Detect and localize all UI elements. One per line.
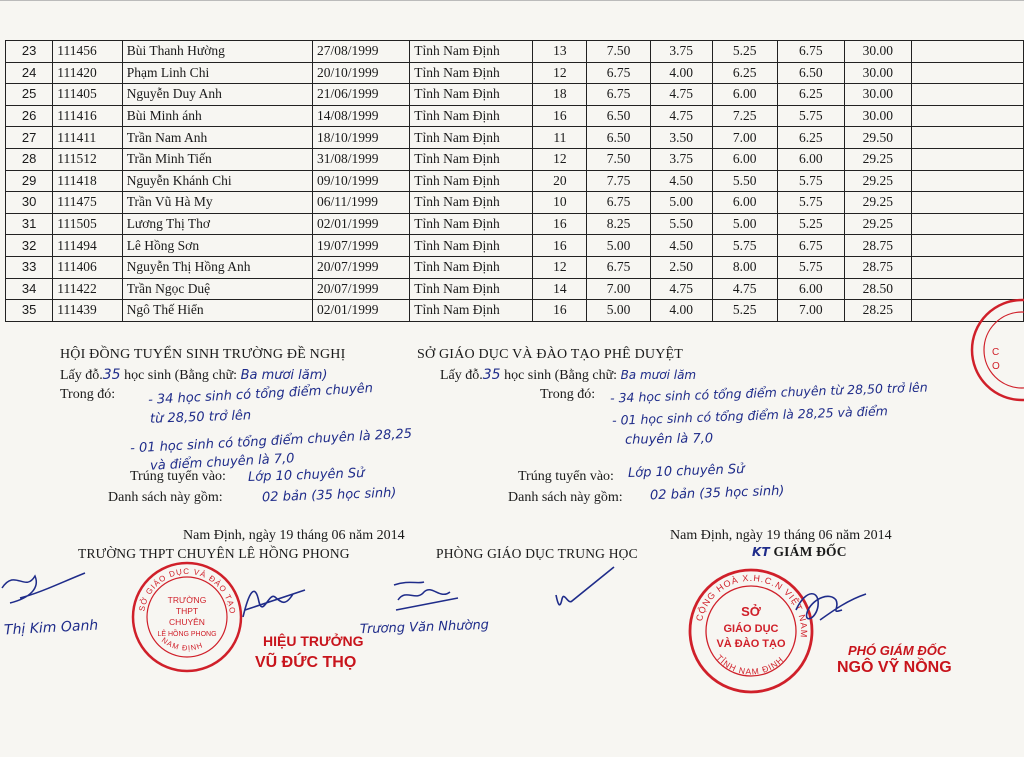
cell-sbd: 111420 [53, 62, 122, 84]
left-admit-value: Lớp 10 chuyên Sử [247, 465, 365, 486]
cell-s1: 6.50 [587, 127, 650, 149]
cell-s1: 8.25 [587, 213, 650, 235]
cell-total: 29.25 [844, 213, 911, 235]
cell-s4: 6.00 [777, 278, 844, 300]
cell-place: Tỉnh Nam Định [410, 41, 533, 63]
cell-name: Bùi Minh ánh [122, 105, 312, 127]
cell-name: Trần Minh Tiến [122, 148, 312, 170]
cell-s4: 5.25 [777, 213, 844, 235]
cell-stt: 31 [6, 213, 53, 235]
cell-s4: 6.75 [777, 41, 844, 63]
cell-s3: 5.50 [712, 170, 777, 192]
cell-room: 14 [533, 278, 587, 300]
dept-stamp-bottom: TỈNH NAM ĐỊNH [714, 652, 786, 677]
cell-s2: 4.00 [650, 62, 712, 84]
right-detail-line-2: - 01 học sinh có tổng điểm là 28,25 và điểm [611, 403, 889, 428]
school-stamp-line-3: CHUYÊN [169, 617, 205, 627]
cell-total: 28.25 [844, 300, 911, 322]
cell-place: Tỉnh Nam Định [410, 148, 533, 170]
cell-stt: 29 [6, 170, 53, 192]
cell-stt: 27 [6, 127, 53, 149]
left-take-words: Ba mươi lăm) [240, 368, 328, 383]
cell-room: 20 [533, 170, 587, 192]
cell-name: Nguyễn Khánh Chi [122, 170, 312, 192]
cell-s2: 4.75 [650, 105, 712, 127]
table-row [6, 41, 1024, 63]
cell-s3: 6.00 [712, 192, 777, 214]
cell-place: Tỉnh Nam Định [410, 235, 533, 257]
cell-s2: 4.50 [650, 170, 712, 192]
cell-sbd: 111494 [53, 235, 122, 257]
cell-name: Ngô Thế Hiển [122, 300, 312, 322]
table-row [6, 192, 1024, 214]
cell-dob: 06/11/1999 [313, 192, 410, 214]
results-table-body [6, 41, 1024, 322]
cell-s4: 5.75 [777, 256, 844, 278]
cell-stt: 32 [6, 235, 53, 257]
cell-place: Tỉnh Nam Định [410, 105, 533, 127]
cell-s4: 5.75 [777, 192, 844, 214]
dept-stamp-ring: CỘNG HOÀ X.H.C.N VIỆT NAM [694, 572, 810, 639]
left-list-label: Danh sách này gồm: [108, 490, 223, 505]
cell-s1: 6.75 [587, 192, 650, 214]
cell-stt: 23 [6, 41, 53, 63]
cell-s2: 4.75 [650, 278, 712, 300]
cell-total: 29.25 [844, 192, 911, 214]
cell-s2: 3.75 [650, 148, 712, 170]
cell-room: 16 [533, 213, 587, 235]
cell-room: 16 [533, 235, 587, 257]
left-take-suffix: học sinh (Bằng chữ: [124, 368, 238, 383]
cell-s4: 5.75 [777, 170, 844, 192]
cell-dob: 20/07/1999 [313, 256, 410, 278]
cell-s4: 6.25 [777, 127, 844, 149]
cell-dob: 20/07/1999 [313, 278, 410, 300]
cell-dob: 19/07/1999 [313, 235, 410, 257]
right-take-suffix: học sinh (Bằng chữ: [504, 368, 618, 383]
cell-s3: 7.25 [712, 105, 777, 127]
cell-sbd: 111439 [53, 300, 122, 322]
cell-notes [911, 41, 1023, 63]
cell-stt: 34 [6, 278, 53, 300]
cell-total: 29.25 [844, 148, 911, 170]
cell-sbd: 111475 [53, 192, 122, 214]
cell-s3: 6.00 [712, 148, 777, 170]
cell-dob: 31/08/1999 [313, 148, 410, 170]
cell-s2: 4.75 [650, 84, 712, 106]
handwritten-name-mid: Trương Văn Nhường [359, 617, 490, 638]
table-row [6, 105, 1024, 127]
right-list-label: Danh sách này gồm: [508, 490, 623, 505]
dept-stamp-line-1: SỞ [741, 604, 761, 619]
cell-notes [911, 213, 1023, 235]
cell-s1: 7.50 [587, 148, 650, 170]
cell-room: 16 [533, 300, 587, 322]
dept-stamp-line-3: VÀ ĐÀO TẠO [716, 638, 786, 650]
cell-sbd: 111418 [53, 170, 122, 192]
cell-stt: 26 [6, 105, 53, 127]
cell-total: 29.50 [844, 127, 911, 149]
left-take-line: Lấy đỗ.35 học sinh (Bằng chữ: Ba mươi lăm) [60, 367, 328, 383]
cell-total: 30.00 [844, 84, 911, 106]
cell-total: 29.25 [844, 170, 911, 192]
cell-name: Trần Vũ Hà My [122, 192, 312, 214]
cell-dob: 18/10/1999 [313, 127, 410, 149]
table-row [6, 278, 1024, 300]
cell-sbd: 111512 [53, 148, 122, 170]
cell-place: Tỉnh Nam Định [410, 127, 533, 149]
cell-notes [911, 127, 1023, 149]
left-detail-line-2: từ 28,50 trở lên [149, 408, 252, 427]
cell-dob: 20/10/1999 [313, 62, 410, 84]
cell-stt: 25 [6, 84, 53, 106]
page-top-edge [0, 0, 1024, 1]
cell-s1: 6.50 [587, 105, 650, 127]
results-table [5, 40, 1024, 322]
cell-name: Phạm Linh Chi [122, 62, 312, 84]
signature-mid [388, 570, 468, 620]
table-row [6, 300, 1024, 322]
signature-left-1 [0, 558, 90, 618]
right-take-line: Lấy đỗ.35 học sinh (Bằng chữ: Ba mươi lăm [440, 367, 697, 383]
cell-room: 12 [533, 62, 587, 84]
table-row [6, 213, 1024, 235]
right-detail-line-3: chuyên là 7,0 [624, 431, 714, 448]
left-take-count: 35 [102, 367, 121, 383]
cell-s3: 6.00 [712, 84, 777, 106]
left-detail-line-3: - 01 học sinh có tổng điểm chuyên là 28,25 [129, 426, 413, 457]
dept-heading: PHÒNG GIÁO DỤC TRUNG HỌC [436, 546, 638, 561]
school-stamp-line-1: TRƯỜNG [167, 595, 207, 605]
cell-place: Tỉnh Nam Định [410, 192, 533, 214]
cell-s1: 6.75 [587, 84, 650, 106]
cell-place: Tỉnh Nam Định [410, 170, 533, 192]
cell-s4: 6.25 [777, 84, 844, 106]
cell-s2: 5.50 [650, 213, 712, 235]
date-left: Nam Định, ngày 19 tháng 06 năm 2014 [183, 528, 405, 543]
cell-s2: 3.75 [650, 41, 712, 63]
cell-s1: 5.00 [587, 300, 650, 322]
signature-principal [235, 572, 315, 632]
cell-s3: 5.75 [712, 235, 777, 257]
cell-name: Nguyễn Duy Anh [122, 84, 312, 106]
cell-dob: 27/08/1999 [313, 41, 410, 63]
right-take-prefix: Lấy đỗ [440, 368, 480, 383]
cell-dob: 21/06/1999 [313, 84, 410, 106]
cell-s2: 3.50 [650, 127, 712, 149]
school-stamp-line-2: THPT [175, 606, 199, 616]
director-kt: KT [752, 545, 770, 559]
cell-place: Tỉnh Nam Định [410, 84, 533, 106]
cell-s3: 6.25 [712, 62, 777, 84]
cell-s3: 7.00 [712, 127, 777, 149]
cell-stt: 33 [6, 256, 53, 278]
cell-s1: 7.00 [587, 278, 650, 300]
table-row [6, 84, 1024, 106]
cell-total: 28.50 [844, 278, 911, 300]
cell-sbd: 111406 [53, 256, 122, 278]
cell-stt: 24 [6, 62, 53, 84]
cell-s3: 5.25 [712, 300, 777, 322]
cell-s3: 5.25 [712, 41, 777, 63]
cell-notes [911, 62, 1023, 84]
cell-s1: 6.75 [587, 256, 650, 278]
left-list-value: 02 bản (35 học sinh) [261, 485, 397, 506]
cell-room: 11 [533, 127, 587, 149]
right-detail-line-1: - 34 học sinh có tổng điểm chuyên từ 28,50 trở lên [609, 379, 928, 406]
cell-s1: 7.50 [587, 41, 650, 63]
svg-text:C: C [992, 347, 1000, 358]
cell-name: Trần Ngọc Duệ [122, 278, 312, 300]
edge-stamp [964, 295, 1024, 405]
cell-s1: 5.00 [587, 235, 650, 257]
right-take-words: Ba mươi lăm [620, 368, 697, 382]
cell-s3: 4.75 [712, 278, 777, 300]
cell-total: 30.00 [844, 62, 911, 84]
svg-text:O: O [992, 361, 1000, 372]
left-detail-line-4: và điểm chuyên là 7,0 [149, 451, 295, 474]
deputy-title: PHÓ GIÁM ĐỐC [848, 643, 947, 658]
school-stamp [131, 561, 243, 673]
handwritten-name-left: Thị Kim Oanh [3, 617, 99, 639]
cell-s4: 6.50 [777, 62, 844, 84]
principal-name: VŨ ĐỨC THỌ [255, 654, 357, 671]
cell-s2: 4.00 [650, 300, 712, 322]
right-detail-label: Trong đó: [540, 387, 596, 402]
cell-stt: 30 [6, 192, 53, 214]
cell-notes [911, 105, 1023, 127]
cell-name: Nguyễn Thị Hồng Anh [122, 256, 312, 278]
right-admit-label: Trúng tuyển vào: [518, 469, 614, 484]
school-stamp-line-4: LÊ HỒNG PHONG [157, 631, 217, 638]
left-heading: HỘI ĐỒNG TUYỂN SINH TRƯỜNG ĐỀ NGHỊ [60, 347, 346, 362]
right-admit-value: Lớp 10 chuyên Sử [627, 461, 745, 482]
table-row [6, 256, 1024, 278]
cell-room: 13 [533, 41, 587, 63]
cell-notes [911, 84, 1023, 106]
cell-s4: 7.00 [777, 300, 844, 322]
cell-s4: 6.75 [777, 235, 844, 257]
cell-s1: 6.75 [587, 62, 650, 84]
right-list-value: 02 bản (35 học sinh) [649, 483, 785, 504]
cell-notes [911, 192, 1023, 214]
cell-place: Tỉnh Nam Định [410, 256, 533, 278]
table-row [6, 148, 1024, 170]
director-title: GIÁM ĐỐC [773, 544, 847, 559]
cell-sbd: 111422 [53, 278, 122, 300]
cell-dob: 02/01/1999 [313, 300, 410, 322]
cell-s3: 8.00 [712, 256, 777, 278]
left-detail-label: Trong đó: [60, 387, 116, 402]
cell-room: 16 [533, 105, 587, 127]
cell-room: 18 [533, 84, 587, 106]
table-row [6, 235, 1024, 257]
cell-total: 30.00 [844, 41, 911, 63]
cell-notes [911, 148, 1023, 170]
cell-place: Tỉnh Nam Định [410, 62, 533, 84]
cell-stt: 28 [6, 148, 53, 170]
signature-deputy [790, 580, 870, 640]
cell-sbd: 111405 [53, 84, 122, 106]
left-admit-label: Trúng tuyển vào: [130, 469, 226, 484]
cell-dob: 09/10/1999 [313, 170, 410, 192]
table-row [6, 127, 1024, 149]
cell-name: Bùi Thanh Hường [122, 41, 312, 63]
table-row [6, 170, 1024, 192]
cell-s2: 2.50 [650, 256, 712, 278]
cell-room: 10 [533, 192, 587, 214]
cell-notes [911, 170, 1023, 192]
cell-name: Lê Hồng Sơn [122, 235, 312, 257]
cell-sbd: 111456 [53, 41, 122, 63]
school-heading: TRƯỜNG THPT CHUYÊN LÊ HỒNG PHONG [78, 546, 350, 561]
principal-title: HIỆU TRƯỞNG [263, 633, 364, 649]
cell-dob: 14/08/1999 [313, 105, 410, 127]
cell-sbd: 111411 [53, 127, 122, 149]
cell-room: 12 [533, 148, 587, 170]
cell-total: 30.00 [844, 105, 911, 127]
right-heading: SỞ GIÁO DỤC VÀ ĐÀO TẠO PHÊ DUYỆT [417, 347, 684, 362]
director-heading [752, 544, 847, 560]
left-take-prefix: Lấy đỗ [60, 368, 100, 383]
cell-dob: 02/01/1999 [313, 213, 410, 235]
cell-sbd: 111416 [53, 105, 122, 127]
left-detail-line-1: - 34 học sinh có tổng điểm chuyên [147, 381, 374, 408]
date-right: Nam Định, ngày 19 tháng 06 năm 2014 [670, 528, 892, 543]
cell-room: 12 [533, 256, 587, 278]
cell-place: Tỉnh Nam Định [410, 300, 533, 322]
dept-stamp-line-2: GIÁO DỤC [723, 623, 779, 635]
cell-s4: 6.00 [777, 148, 844, 170]
school-stamp-bottom: NAM ĐỊNH [159, 635, 205, 653]
cell-s4: 5.75 [777, 105, 844, 127]
cell-name: Lương Thị Thơ [122, 213, 312, 235]
cell-s2: 5.00 [650, 192, 712, 214]
cell-place: Tỉnh Nam Định [410, 213, 533, 235]
table-row [6, 62, 1024, 84]
cell-stt: 35 [6, 300, 53, 322]
right-take-count: 35 [482, 367, 501, 383]
cell-notes [911, 235, 1023, 257]
cell-place: Tỉnh Nam Định [410, 278, 533, 300]
signature-dept [548, 565, 618, 625]
cell-sbd: 111505 [53, 213, 122, 235]
deputy-name: NGÔ VỸ NỒNG [837, 659, 952, 676]
cell-total: 28.75 [844, 256, 911, 278]
cell-s3: 5.00 [712, 213, 777, 235]
school-stamp-ring: SỞ GIÁO DỤC VÀ ĐÀO TẠO [137, 566, 238, 615]
cell-total: 28.75 [844, 235, 911, 257]
cell-s1: 7.75 [587, 170, 650, 192]
cell-name: Trần Nam Anh [122, 127, 312, 149]
cell-s2: 4.50 [650, 235, 712, 257]
cell-notes [911, 256, 1023, 278]
